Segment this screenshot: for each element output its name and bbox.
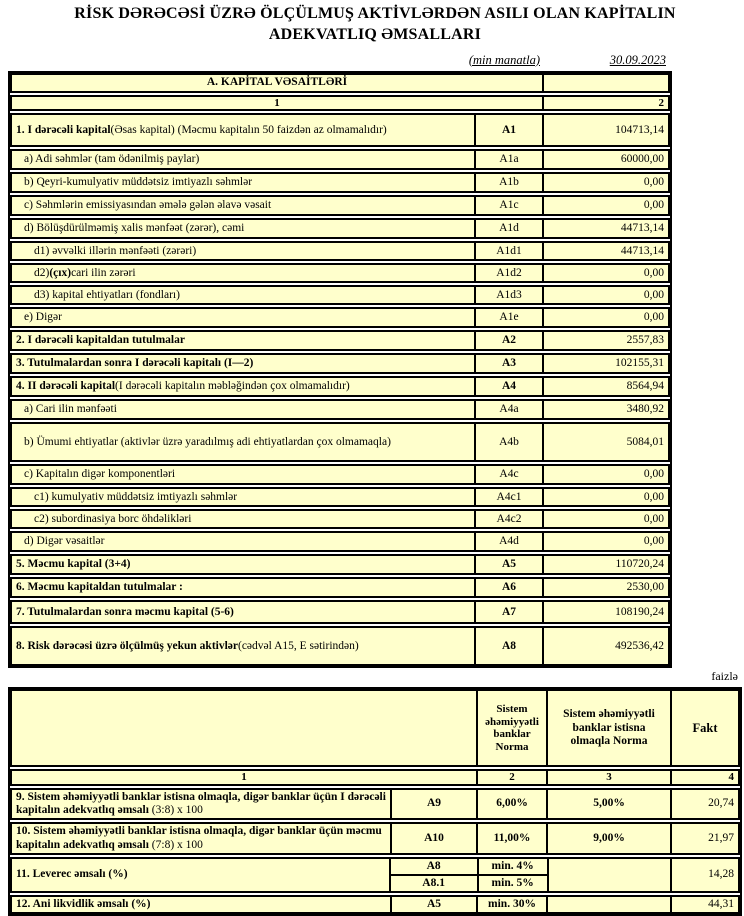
value-A5: 110720,24 [542,556,668,573]
value-A7: 108190,24 [542,602,668,622]
row-A4c [10,464,670,485]
adequacy-ratio-table [8,687,742,916]
code-A4b: A4b [474,424,542,460]
value-A4c: 0,00 [542,466,668,483]
desc-A1d2: d2) (çıx) cari ilin zərəri [34,266,136,279]
norma-other-A10: 9,00% [546,824,670,852]
code-A1b: A1b [474,174,542,191]
row-liquidity [10,895,740,914]
desc-A1c: c) Səhmlərin emissiyasından əmələ gələn əlavə vəsait [24,199,272,212]
desc-A1d: d) Bölüşdürülməmiş xalis mənfəət (zərər), cəmi [24,222,245,235]
title-line-2: ADEKVATLIQ ƏMSALLARI [268,25,482,43]
desc-A2: 2. I dərəcəli kapitaldan tutulmalar [16,334,185,347]
value-A1c: 0,00 [542,197,668,214]
table-a-header-empty-cell [542,75,668,91]
row-A1a [10,149,670,170]
row-A4c1 [10,487,670,507]
table-a-header: A. KAPİTAL VƏSAİTLƏRİ [206,75,348,88]
header-norma-systemic: Sistem əhəmiyyətli banklar Norma [476,691,546,765]
code-A5: A5 [474,556,542,573]
value-A1b: 0,00 [542,174,668,191]
code-A1e: A1e [474,309,542,326]
row-A1e [10,307,670,328]
desc-A10: 10. Sistem əhəmiyyətli banklar istisna olmaqla, digər banklar üçün məcmu kapitalın adekvatlıq əmsalı (7:8) x 100 [16,825,382,851]
table-a-header-row [10,73,670,93]
row-A1d [10,218,670,239]
header-norma-excl-systemic: Sistem əhəmiyyətli banklar istisna olmaqla Norma [546,691,670,765]
desc-A5: 5. Məcmu kapital (3+4) [16,558,131,571]
row-A1b [10,172,670,193]
code-A8-1: A8.1 [422,876,445,889]
row-leverage [10,857,740,893]
page-title [25,4,725,46]
row-A4a [10,399,670,420]
value-A1e: 0,00 [542,309,668,326]
value-A4c2: 0,00 [542,511,668,527]
row-A8 [10,626,670,666]
value-A8: 492536,42 [542,628,668,664]
desc-A4: 4. II dərəcəli kapital (I dərəcəli kapitalın məbləğindən çox olmamalıdır) [16,380,350,393]
row-A2 [10,330,670,351]
code-A1d1: A1d1 [474,243,542,259]
desc-A1d1: d1) əvvəlki illərin mənfəəti (zərəri) [34,244,197,257]
value-A6: 2530,00 [542,579,668,596]
value-A1a: 60000,00 [542,151,668,168]
row-A4 [10,376,670,397]
desc-A7: 7. Tutulmalardan sonra məcmu kapital (5-6) [16,605,234,618]
code-A10: A10 [390,824,476,852]
desc-A1a: a) Adi səhmlər (tam ödənilmiş paylar) [24,153,200,166]
value-A1d2: 0,00 [542,265,668,281]
row-A7 [10,600,670,624]
desc-A4c1: c1) kumulyativ müddətsiz imtiyazlı səhmlər [34,490,238,503]
code-A5-liquidity: A5 [390,897,476,912]
desc-A4c: c) Kapitalın digər komponentləri [24,468,176,481]
code-A1d2: A1d2 [474,265,542,281]
row-A3 [10,353,670,374]
row-A9 [10,788,740,820]
row-A1d3 [10,285,670,305]
row-A1d2 [10,263,670,283]
row-A1d1 [10,241,670,261]
code-A6: A6 [474,579,542,596]
norma-other-A9: 5,00% [546,790,670,818]
code-A4c2: A4c2 [474,511,542,527]
norma-min-30: min. 30% [476,897,546,912]
code-A4c1: A4c1 [474,489,542,505]
value-A4: 8564,94 [542,378,668,395]
code-A4: A4 [474,378,542,395]
desc-leverage: 11. Leverec əmsalı (%) [16,868,128,881]
table-b-header-empty-cell [12,691,476,765]
code-A1: A1 [474,115,542,145]
fakt-liquidity: 44,31 [670,897,738,912]
norma-other-leverage-empty [547,859,671,891]
row-A10 [10,822,740,854]
code-A4d: A4d [474,533,542,550]
col-number-b1: 1 [241,771,247,784]
title-line-1: RİSK DƏRƏCƏSİ ÜZRƏ ÖLÇÜLMUŞ AKTİVLƏRDƏN ASILI OLAN KAPİTALIN [74,5,676,22]
desc-A1d3: d3) kapital ehtiyatları (fondları) [34,288,180,301]
code-A4a: A4a [474,401,542,418]
desc-A4a: a) Cari ilin mənfəəti [24,403,117,416]
value-A4a: 3480,92 [542,401,668,418]
code-A9: A9 [390,790,476,818]
norma-other-liquidity-empty [546,897,670,912]
table-a-colnum-row [10,95,670,112]
unit-label: (min manatla) [468,52,540,67]
row-A4d [10,531,670,552]
value-A2: 2557,83 [542,332,668,349]
value-A1d: 44713,14 [542,220,668,237]
header-fakt: Fakt [670,691,738,765]
desc-A9: 9. Sistem əhəmiyyətli banklar istisna olmaqla, digər banklar üçün I dərəcəli kapitalın adekvatlıq əmsalı (3:8) x 100 [16,790,386,817]
row-A6 [10,577,670,598]
norma-sys-A10: 11,00% [476,824,546,852]
desc-A4d: d) Digər vəsaitlər [24,535,105,548]
desc-A1b: b) Qeyri-kumulyativ müddətsiz imtiyazlı səhmlər [24,176,253,189]
norma-sys-A9: 6,00% [476,790,546,818]
row-A4b [10,422,670,462]
desc-A8: 8. Risk dərəcəsi üzrə ölçülmüş yekun aktivlər (cədvəl A15, E sətirindən) [16,639,359,652]
code-A3: A3 [474,355,542,372]
desc-A4b: b) Ümumi ehtiyatlar (aktivlər üzrə yaradılmış adi ehtiyatlardan çox olmamaqla) [24,435,391,448]
leverage-sub-rows [389,859,547,891]
meta-row [8,51,668,68]
code-A2: A2 [474,332,542,349]
row-A1 [10,113,670,147]
report-page [8,4,742,916]
code-A7: A7 [474,602,542,622]
code-A1d: A1d [474,220,542,237]
fakt-leverage: 14,28 [670,859,738,891]
desc-A1: 1. I dərəcəli kapital (Əsas kapital) (Məcmu kapitalın 50 faizdən az olmamalıdır) [16,123,387,136]
table-b-colnum-row [10,769,740,786]
desc-A3: 3. Tutulmalardan sonra I dərəcəli kapitalı (I—2) [16,357,254,370]
col-number-b4: 4 [670,771,738,784]
value-A1d3: 0,00 [542,287,668,303]
fakt-A9: 20,74 [670,790,738,818]
row-A5 [10,554,670,575]
norma-min-4: min. 4% [477,859,547,874]
value-A3: 102155,31 [542,355,668,372]
desc-A6: 6. Məcmu kapitaldan tutulmalar : [16,581,183,594]
value-A1: 104713,14 [542,115,668,145]
value-A4d: 0,00 [542,533,668,550]
col-number-b3: 3 [546,771,670,784]
report-date: 30.09.2023 [609,52,666,67]
value-A4b: 5084,01 [542,424,668,460]
code-A1d3: A1d3 [474,287,542,303]
desc-A1e: e) Digər [24,311,62,324]
col-number-1: 1 [274,96,280,109]
capital-table [8,71,672,669]
code-A8: A8 [474,628,542,664]
value-A4c1: 0,00 [542,489,668,505]
fakt-A10: 21,97 [670,824,738,852]
table-b-header-row [10,689,740,767]
code-A4c: A4c [474,466,542,483]
leverage-sub-row-1 [391,859,547,874]
desc-liquidity: 12. Ani likvidlik əmsalı (%) [16,898,151,911]
code-A1a: A1a [474,151,542,168]
col-number-2: 2 [542,97,668,110]
norma-min-5: min. 5% [477,876,547,891]
percent-unit-label: faizlə [711,669,738,684]
row-A4c2 [10,509,670,529]
leverage-sub-row-2 [391,874,547,891]
value-A1d1: 44713,14 [542,243,668,259]
code-A1c: A1c [474,197,542,214]
col-number-b2: 2 [476,771,546,784]
row-A1c [10,195,670,216]
desc-A4c2: c2) subordinasiya borc öhdəlikləri [34,512,192,525]
code-A8-leverage: A8 [426,859,441,872]
